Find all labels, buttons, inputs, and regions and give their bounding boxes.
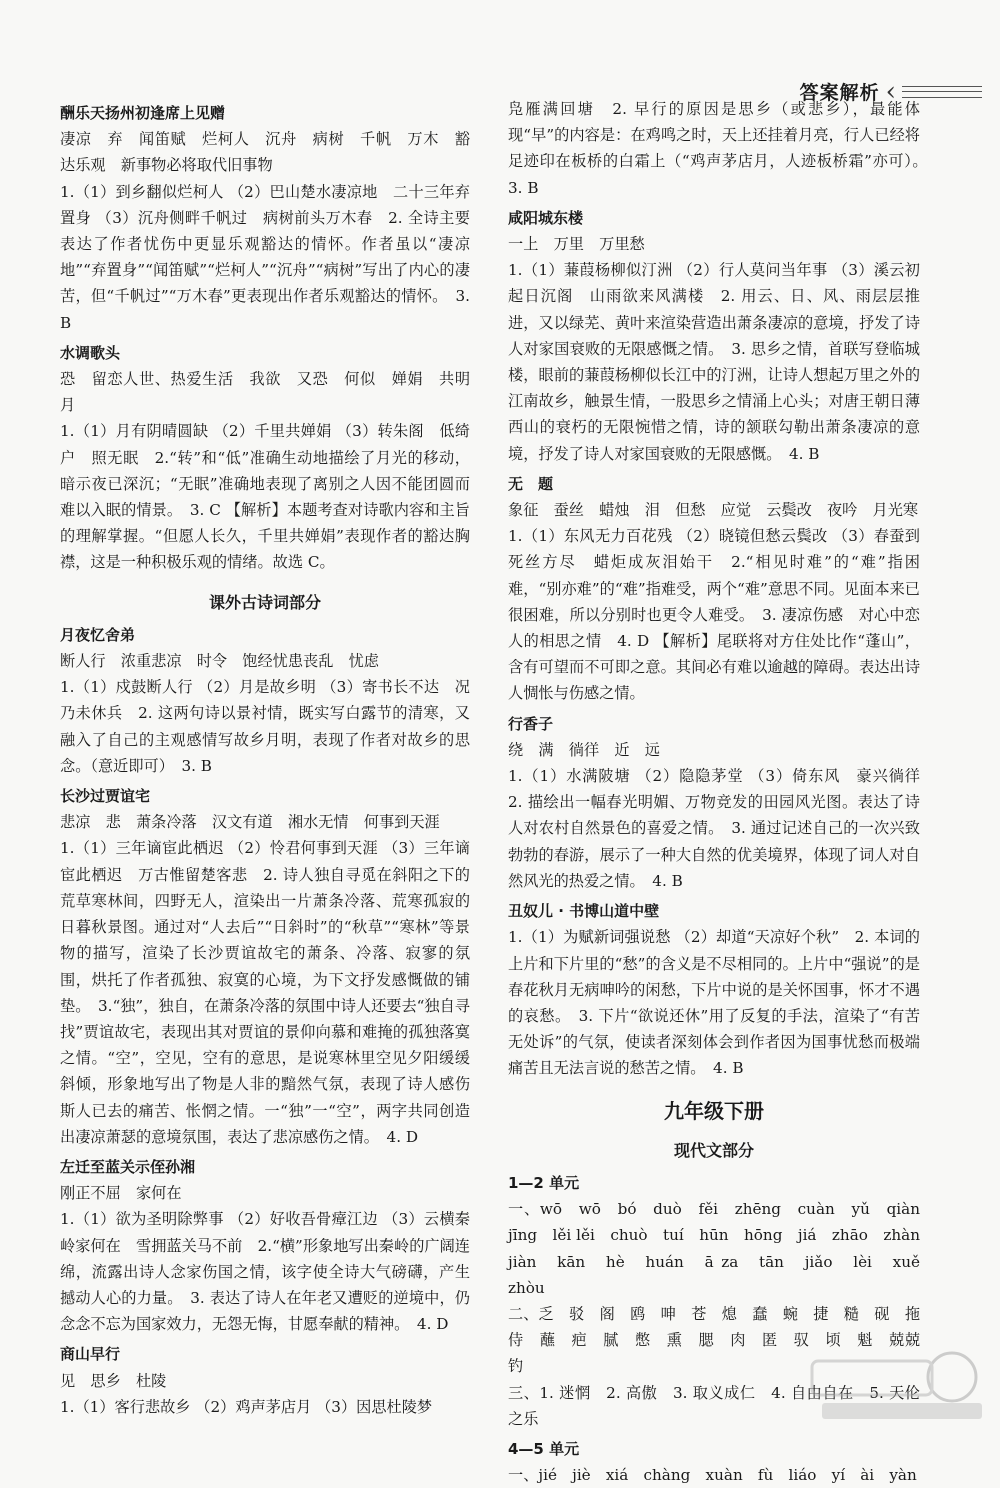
answer-paragraph: 悲凉 悲 萧条冷落 汉文有道 湘水无情 何事到天涯 xyxy=(60,813,440,832)
poem-title: 水调歌头 xyxy=(60,343,121,362)
answer-paragraph: 1.（1）到乡翻似烂柯人 （2）巴山楚水凄凉地 二十三年弃置身 （3）沉舟侧畔千帆过 病树前头万木春 2. 全诗主要表达了作者忧伤中更显乐观豁达的情怀。作者虽以“凄凉地”“弃置身”“闻笛赋”“烂柯人”“沉舟”“病树”写出了内心的凄苦，但“千帆过”“万木春”更表现出作者乐观豁达的情怀。 3. B xyxy=(60,182,470,332)
right-column xyxy=(508,96,936,1488)
answer-paragraph: 绕 满 徜徉 近 远 xyxy=(508,740,660,759)
answer-paragraph: 刚正不屈 家何在 xyxy=(60,1184,182,1203)
section-heading: 现代文部分 xyxy=(673,1140,754,1160)
poem-title: 左迁至蓝关示侄孙湘 xyxy=(60,1157,196,1176)
answer-paragraph: 凫雁满回塘 2. 早行的原因是思乡（或悲乡），最能体现“早”的内容是：在鸡鸣之时，天上还挂着月亮，行人已经将足迹印在板桥的白霜上（“鸡声茅店月，人迹板桥霜”亦可）。 3. B xyxy=(508,100,936,197)
answer-paragraph: 1.（1）月有阴晴圆缺 （2）千里共婵娟 （3）转朱阁 低绮户 照无眠 2.“转”和“低”准确生动地描绘了月光的移动，暗示夜已深沉；“无眠”准确地表现了离别之人因不能团圆而难以入眠的情景。 3. C 【解析】本题考查对诗歌内容和主旨的理解掌握。“但愿人长久，千里共婵娟”表现作者的豁达胸襟，这是一种积极乐观的情绪。故选 C。 xyxy=(60,422,470,572)
answer-paragraph: 1.（1）东风无力百花残 （2）晓镜但愁云鬓改 （3）春蚕到死丝方尽 蜡炬成灰泪始干 2.“相见时难”的“难”指困难，“别亦难”的“难”指难受，两个“难”意思不同。见面本来已很困难，所以分别时也更令人难受。 3. 凄凉伤感 对心中恋人的相思之情 4. D 【解析】尾联将对方住处比作“蓬山”，含有可望而不可即之意。其间必有难以逾越的障碍。表达出诗人惆怅与伤感之情。 xyxy=(508,527,920,703)
answer-paragraph: 象征 蚕丝 蜡烛 泪 但愁 应觉 云鬓改 夜吟 月光寒 xyxy=(508,501,919,520)
answer-paragraph: 见 思乡 杜陵 xyxy=(60,1371,167,1390)
answer-paragraph: 1.（1）水满陂塘 （2）隐隐茅堂 （3）倚东风 豪兴徜徉 2. 描绘出一幅春光明媚、万物竞发的田园风光图。表达了诗人对农村自然景色的喜爱之情。 3. 通过记述自己的一次兴致勃勃的春游，展示了一种大自然的优美境界，体现了词人对自然风光的热爱之情。 4. B xyxy=(508,767,936,890)
section-heading: 九年级下册 xyxy=(664,1098,764,1123)
answer-paragraph: 1.（1）蒹葭杨柳似汀洲 （2）行人莫问当年事 （3）溪云初起日沉阁 山雨欲来风满楼 2. 用云、日、风、雨层层推进，又以绿芜、黄叶来渲染营造出萧条凄凉的意境，抒发了诗人对家国衰败的无限感慨之情。 3. 思乡之情，首联写登临城楼，眼前的蒹葭杨柳似长江中的汀洲，让诗人想起万里之外的江南故乡，触景生情，一股思乡之情涌上心头；对唐王朝日薄西山的衰朽的无限惋惜之情，诗的颔联勾勒出萧条凄凉的意境，抒发了诗人对家国衰败的无限感慨。 4. B xyxy=(508,261,920,463)
poem-title: 1—2 单元 xyxy=(508,1173,580,1192)
poem-title: 无 题 xyxy=(508,474,554,493)
poem-title: 长沙过贾谊宅 xyxy=(60,787,151,806)
poem-title: 4—5 单元 xyxy=(508,1439,580,1458)
poem-title: 酬乐天扬州初逢席上见赠 xyxy=(60,104,226,122)
answer-paragraph: 凄凉 弃 闻笛赋 烂柯人 沉舟 病树 千帆 万木 豁达乐观 新事物必将取代旧事物 xyxy=(60,130,470,175)
answer-paragraph: 1.（1）为赋新词强说愁 （2）却道“天凉好个秋” 2. 本词的上片和下片里的“愁”的含义是不尽相同的。上片中“强说”的是春花秋月无病呻吟的闲愁，下片中说的是关怀国事，怀才不遇的哀愁。 3. 下片“欲说还休”用了反复的手法，渲染了“有苦无处诉”的气氛，使读者深刻体会到作者因为国事忧愁而极端痛苦且无法言说的愁苦之情。 4. B xyxy=(508,928,920,1078)
answer-paragraph: 1.（1）欲为圣明除弊事 （2）好收吾骨瘴江边 （3）云横秦岭家何在 雪拥蓝关马不前 2.“横”形象地写出秦岭的广阔连绵，流露出诗人念家伤国之情，该字使全诗大气磅礴，产生撼动人心的力量。 3. 表达了诗人在年老又遭贬的逆境中，仍念念不忘为国家效力，无怨无悔，甘愿奉献的精神。 4. D xyxy=(60,1210,470,1334)
answer-paragraph: 恐 留恋人世、热爱生活 我欲 又恐 何似 婵娟 共明月 xyxy=(60,370,470,415)
answer-paragraph: 二、乏 驳 阁 鸥 呻 苍 熄 蠢 蜿 捷 糙 砚 拖 侍 蘸 疤 腻 憋 熏 腮 肉 匿 驭 顷 魁 兢兢 钓 xyxy=(508,1304,936,1376)
left-column xyxy=(60,96,470,1420)
section-heading: 课外古诗词部分 xyxy=(208,592,321,612)
site-watermark-logo xyxy=(802,1347,992,1425)
answer-paragraph: 一、jié jiè xiá chàng xuàn fù liáo yí ài yàn xyxy=(508,1466,917,1485)
header-title: 答案解析 xyxy=(799,82,880,104)
poem-title: 丑奴儿 · 书博山道中壁 xyxy=(508,902,660,921)
answer-paragraph: 断人行 浓重悲凉 时令 饱经忧患丧乱 忧虑 xyxy=(60,652,379,671)
poem-title: 月夜忆舍弟 xyxy=(60,625,136,644)
poem-title: 咸阳城东楼 xyxy=(508,208,584,227)
answer-paragraph: 一上 万里 万里愁 xyxy=(508,235,645,254)
chevron-left-icon: ‹ xyxy=(885,76,896,107)
poem-title: 行香子 xyxy=(508,714,554,733)
answer-paragraph: 1.（1）客行悲故乡 （2）鸡声茅店月 （3）因思杜陵梦 xyxy=(60,1397,433,1416)
answer-paragraph: 1.（1）三年谪宦此栖迟 （2）怜君何事到天涯 （3）三年谪宦此栖迟 万古惟留楚客悲 2. 诗人独自寻觅在斜阳之下的荒草寒林间，四野无人，渲染出一片萧条冷落、荒寒孤寂的日暮秋景图。通过对“人去后”“日斜时”的“秋草”“寒林”等景物的描写，渲染了长沙贾谊故宅的萧条、冷落、寂寥的氛围，烘托了作者孤独、寂寞的心境，为下文抒发感慨做的铺垫。 3.“独”，独自，在萧条冷落的氛围中诗人还要去“独自寻找”贾谊故宅，表现出其对贾谊的景仰向慕和难掩的孤独落寞之情。“空”，空见，空有的意思，是说寒林里空见夕阳缓缓斜倾，形象地写出了物是人非的黯然气氛，表现了诗人感伤斯人已去的痛苦、怅惘之情。一“独”一“空”，两字共同创造出凄凉萧瑟的意境氛围，表达了悲凉感伤之情。 4. D xyxy=(60,839,470,1146)
poem-title: 商山早行 xyxy=(60,1345,121,1364)
answer-paragraph: 1.（1）戍鼓断人行 （2）月是故乡明 （3）寄书长不达 况乃未休兵 2. 这两句诗以景衬情，既实写白露节的清寒，又融入了自己的主观感情写故乡月明，表现了作者对故乡的思念。（意近即可） 3. B xyxy=(60,678,470,775)
answer-paragraph: 三、1. 迷惘 2. 高傲 3. 取义成仁 4. 自由自在 5. 天伦之乐 xyxy=(508,1383,920,1428)
answer-paragraph: 一、wō wō bó duò fěi zhēng cuàn yǔ qiàn jīng lěi lěi chuò tuí hūn hōng jiá zhāo zhàn jiàn kān hè huán ā za tān jiǎo lèi xuě zhòu xyxy=(508,1200,936,1297)
